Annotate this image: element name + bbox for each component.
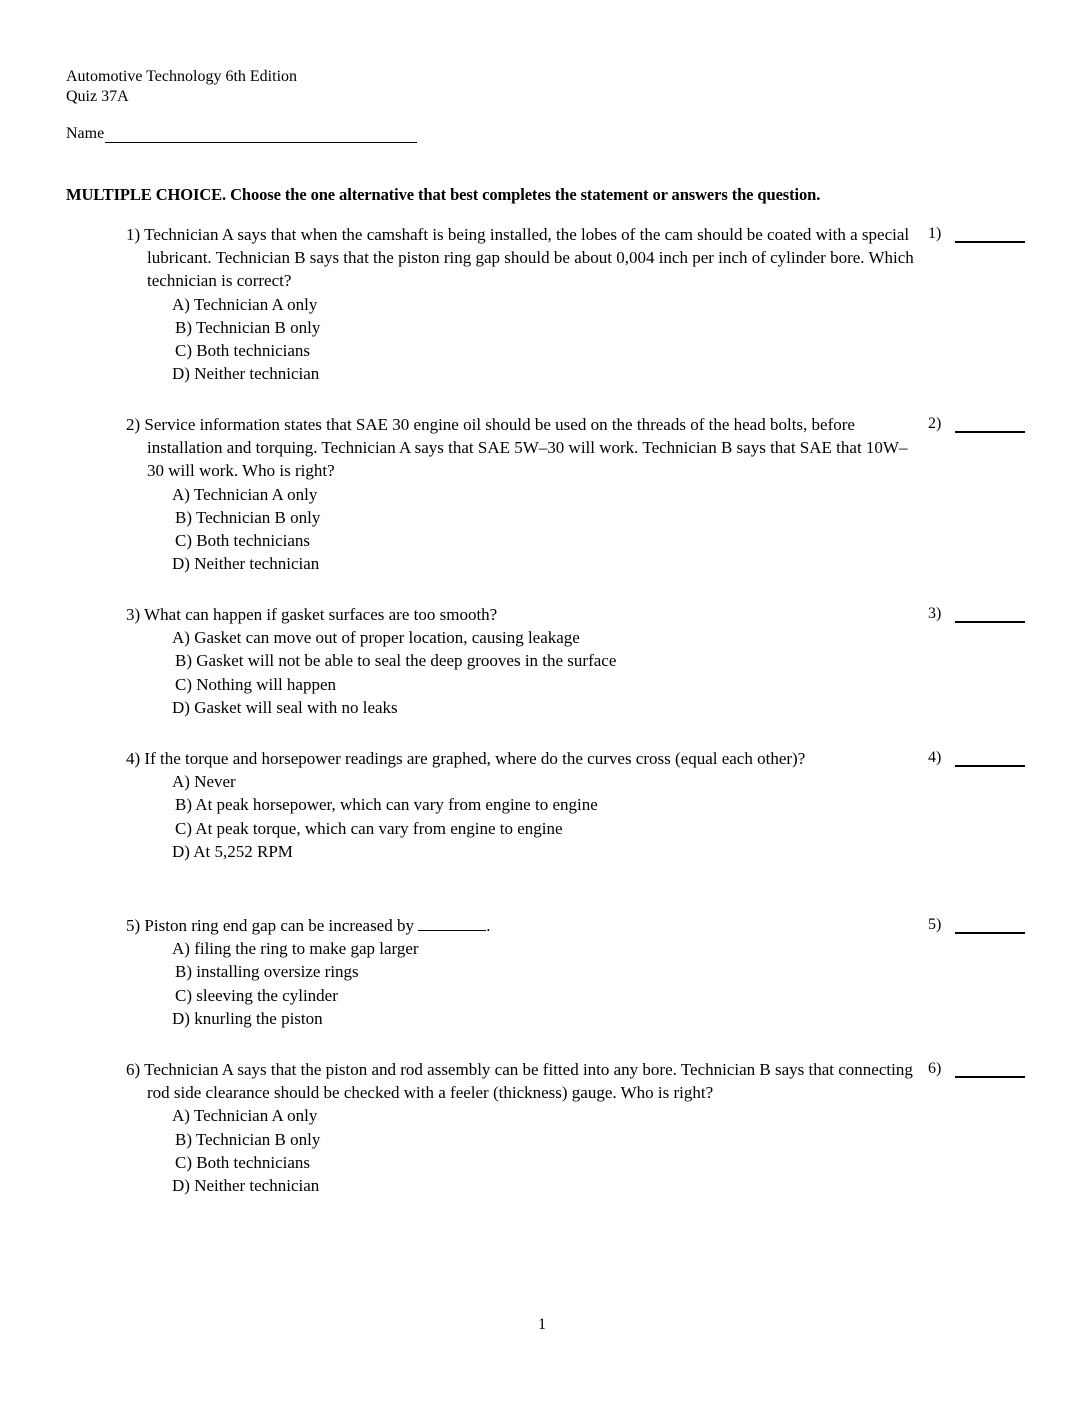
question-stem <box>126 1058 916 1104</box>
answer-blank[interactable] <box>955 918 1025 934</box>
choice-d: D) knurling the piston <box>172 1008 323 1028</box>
question-number: 1) <box>126 225 141 244</box>
answer-label: 2) <box>928 415 942 432</box>
choice-a: A) Technician A only <box>172 484 318 504</box>
choice-c: C) sleeving the cylinder <box>175 985 338 1005</box>
choice-a: A) Gasket can move out of proper location, causing leakage <box>172 628 580 648</box>
choice-a: A) Technician A only <box>172 1106 318 1126</box>
choice-d: D) Gasket will seal with no leaks <box>172 697 398 717</box>
choice-d: D) Neither technician <box>172 554 320 574</box>
question-number: 5) <box>126 916 141 935</box>
choice-c: C) At peak torque, which can vary from engine to engine <box>175 818 563 838</box>
choice-d: D) At 5,252 RPM <box>172 841 293 861</box>
answer-blank[interactable] <box>955 417 1025 433</box>
name-label: Name <box>66 125 105 142</box>
answer-slot-2 <box>928 415 1025 433</box>
question-number: 6) <box>126 1060 141 1079</box>
choice-b: B) Technician B only <box>175 507 321 527</box>
question-suffix: . <box>486 916 491 935</box>
answer-label: 4) <box>928 749 942 766</box>
answer-slot-6 <box>928 1060 1025 1078</box>
choice-b: B) At peak horsepower, which can vary from engine to engine <box>175 795 598 815</box>
page-number: 1 <box>538 1316 546 1333</box>
choice-d: D) Neither technician <box>172 364 320 384</box>
name-row <box>66 125 417 143</box>
question-text: Piston ring end gap can be increased by <box>144 916 414 935</box>
choice-b: B) Technician B only <box>175 1129 321 1149</box>
question-text: Service information states that SAE 30 engine oil should be used on the threads of the head bolts, before installation and torquing. Technician A says that SAE 5W–30 will work. Technician B says that SAE that 10W–30 will work. Who is right? <box>144 415 908 481</box>
answer-slot-1 <box>928 225 1025 243</box>
question-1 <box>126 223 916 385</box>
answer-blank[interactable] <box>955 607 1025 623</box>
choice-b: B) Gasket will not be able to seal the deep grooves in the surface <box>175 651 617 671</box>
answer-label: 1) <box>928 225 942 242</box>
instructions: MULTIPLE CHOICE. Choose the one alternative that best completes the statement or answers the question. <box>66 185 821 204</box>
answer-slot-4 <box>928 749 1025 767</box>
question-text: Technician A says that the piston and rod assembly can be fitted into any bore. Technician B says that connecting rod side clearance should be checked with a feeler (thickness) gauge. Who is right? <box>144 1060 913 1103</box>
question-text: What can happen if gasket surfaces are too smooth? <box>144 605 498 624</box>
document-header <box>66 67 297 107</box>
answer-slot-3 <box>928 605 1025 623</box>
book-title: Automotive Technology 6th Edition <box>66 68 298 85</box>
answer-label: 3) <box>928 605 942 622</box>
quiz-title: Quiz 37A <box>66 88 129 105</box>
answer-slot-5 <box>928 916 1025 934</box>
question-6 <box>126 1058 916 1197</box>
fill-in-blank <box>418 915 486 931</box>
answer-blank[interactable] <box>955 1062 1025 1078</box>
question-stem <box>126 914 916 937</box>
choice-b: B) Technician B only <box>175 317 321 337</box>
question-stem <box>126 223 916 293</box>
choice-c: C) Both technicians <box>175 341 311 361</box>
choice-a: A) Never <box>172 772 236 792</box>
answer-label: 6) <box>928 1060 942 1077</box>
question-5 <box>126 914 916 1030</box>
answer-blank[interactable] <box>955 227 1025 243</box>
choice-b: B) installing oversize rings <box>175 962 359 982</box>
name-blank[interactable] <box>105 125 417 143</box>
choice-c: C) Both technicians <box>175 1152 311 1172</box>
question-stem <box>126 747 916 770</box>
question-text: Technician A says that when the camshaft is being installed, the lobes of the cam should be coated with a special lubricant. Technician B says that the piston ring gap should be about 0,004 inch per inch of cylinder bore. Which technician is correct? <box>144 225 914 291</box>
question-3 <box>126 603 916 719</box>
question-stem <box>126 413 916 483</box>
answer-label: 5) <box>928 916 942 933</box>
choice-a: A) filing the ring to make gap larger <box>172 939 419 959</box>
question-number: 2) <box>126 415 141 434</box>
answer-blank[interactable] <box>955 751 1025 767</box>
choice-c: C) Both technicians <box>175 531 311 551</box>
question-number: 4) <box>126 749 141 768</box>
question-4 <box>126 747 916 863</box>
question-2 <box>126 413 916 575</box>
choice-c: C) Nothing will happen <box>175 674 337 694</box>
choice-d: D) Neither technician <box>172 1176 320 1196</box>
question-stem <box>126 603 916 626</box>
choice-a: A) Technician A only <box>172 294 318 314</box>
question-number: 3) <box>126 605 141 624</box>
question-text: If the torque and horsepower readings are graphed, where do the curves cross (equal each other)? <box>144 749 806 768</box>
